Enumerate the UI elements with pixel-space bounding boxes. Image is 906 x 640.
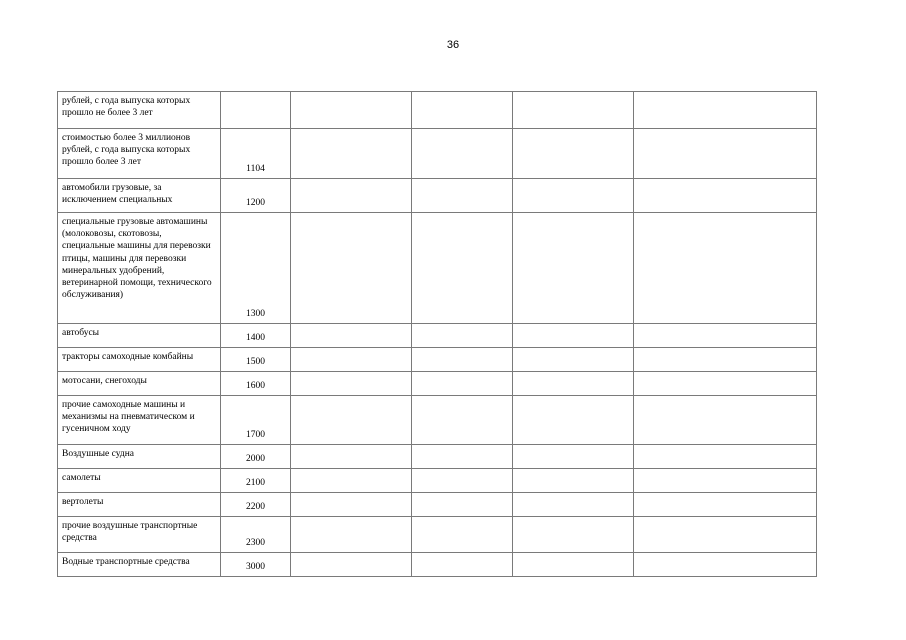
empty-value-cell <box>634 553 817 577</box>
row-code-cell: 1700 <box>221 396 291 445</box>
row-name-cell: прочие воздушные транспортные средства <box>58 517 221 553</box>
empty-value-cell <box>513 553 634 577</box>
row-name-cell: тракторы самоходные комбайны <box>58 348 221 372</box>
empty-value-cell <box>291 445 412 469</box>
empty-value-cell <box>634 213 817 324</box>
empty-value-cell <box>513 396 634 445</box>
empty-value-cell <box>412 348 513 372</box>
table-row <box>58 213 817 324</box>
empty-value-cell <box>513 493 634 517</box>
empty-value-cell <box>412 493 513 517</box>
empty-value-cell <box>513 348 634 372</box>
empty-value-cell <box>513 469 634 493</box>
row-code-cell: 2100 <box>221 469 291 493</box>
row-name-cell: мотосани, снегоходы <box>58 372 221 396</box>
empty-value-cell <box>513 445 634 469</box>
empty-value-cell <box>291 372 412 396</box>
empty-value-cell <box>513 517 634 553</box>
empty-value-cell <box>291 213 412 324</box>
empty-value-cell <box>634 517 817 553</box>
row-name-cell: специальные грузовые автомашины (молоковозы, скотовозы, специальные машины для перевозки птицы, машины для перевозки минеральных удобрений, ветеринарной помощи, технического обслуживания) <box>58 213 221 324</box>
table-row <box>58 469 817 493</box>
table-row <box>58 92 817 129</box>
empty-value-cell <box>291 92 412 129</box>
row-code-cell: 1200 <box>221 179 291 213</box>
table-row <box>58 324 817 348</box>
row-name-cell: вертолеты <box>58 493 221 517</box>
page-number: 36 <box>446 39 460 51</box>
empty-value-cell <box>412 396 513 445</box>
empty-value-cell <box>513 129 634 179</box>
row-name-cell: Водные транспортные средства <box>58 553 221 577</box>
row-code-cell: 1300 <box>221 213 291 324</box>
empty-value-cell <box>291 396 412 445</box>
empty-value-cell <box>291 129 412 179</box>
empty-value-cell <box>634 469 817 493</box>
empty-value-cell <box>634 92 817 129</box>
row-code-cell <box>221 92 291 129</box>
row-name-cell: самолеты <box>58 469 221 493</box>
row-name-cell: Воздушные судна <box>58 445 221 469</box>
empty-value-cell <box>412 553 513 577</box>
empty-value-cell <box>291 517 412 553</box>
row-code-cell: 3000 <box>221 553 291 577</box>
row-code-cell: 2200 <box>221 493 291 517</box>
empty-value-cell <box>412 372 513 396</box>
empty-value-cell <box>412 517 513 553</box>
table-row <box>58 348 817 372</box>
table-row <box>58 179 817 213</box>
empty-value-cell <box>513 324 634 348</box>
table-row <box>58 129 817 179</box>
empty-value-cell <box>412 445 513 469</box>
row-name-cell: автобусы <box>58 324 221 348</box>
table-row <box>58 553 817 577</box>
row-code-cell: 2000 <box>221 445 291 469</box>
empty-value-cell <box>634 179 817 213</box>
table-row <box>58 517 817 553</box>
table-row <box>58 372 817 396</box>
row-name-cell: прочие самоходные машины и механизмы на пневматическом и гусеничном ходу <box>58 396 221 445</box>
empty-value-cell <box>634 396 817 445</box>
empty-value-cell <box>291 493 412 517</box>
empty-value-cell <box>634 324 817 348</box>
row-code-cell: 1600 <box>221 372 291 396</box>
row-code-cell: 2300 <box>221 517 291 553</box>
empty-value-cell <box>513 92 634 129</box>
empty-value-cell <box>291 324 412 348</box>
empty-value-cell <box>291 348 412 372</box>
empty-value-cell <box>291 553 412 577</box>
empty-value-cell <box>634 445 817 469</box>
empty-value-cell <box>513 179 634 213</box>
data-table <box>57 91 817 577</box>
empty-value-cell <box>412 129 513 179</box>
empty-value-cell <box>412 92 513 129</box>
row-code-cell: 1500 <box>221 348 291 372</box>
row-name-cell: стоимостью более 3 миллионов рублей, с года выпуска которых прошло более 3 лет <box>58 129 221 179</box>
table-row <box>58 493 817 517</box>
empty-value-cell <box>291 179 412 213</box>
empty-value-cell <box>412 469 513 493</box>
empty-value-cell <box>291 469 412 493</box>
empty-value-cell <box>412 213 513 324</box>
table-row <box>58 445 817 469</box>
empty-value-cell <box>513 213 634 324</box>
empty-value-cell <box>412 324 513 348</box>
empty-value-cell <box>634 348 817 372</box>
empty-value-cell <box>634 493 817 517</box>
table-row <box>58 396 817 445</box>
row-name-cell: автомобили грузовые, за исключением специальных <box>58 179 221 213</box>
empty-value-cell <box>634 372 817 396</box>
empty-value-cell <box>634 129 817 179</box>
empty-value-cell <box>513 372 634 396</box>
row-code-cell: 1104 <box>221 129 291 179</box>
row-name-cell: рублей, с года выпуска которых прошло не более 3 лет <box>58 92 221 129</box>
row-code-cell: 1400 <box>221 324 291 348</box>
empty-value-cell <box>412 179 513 213</box>
